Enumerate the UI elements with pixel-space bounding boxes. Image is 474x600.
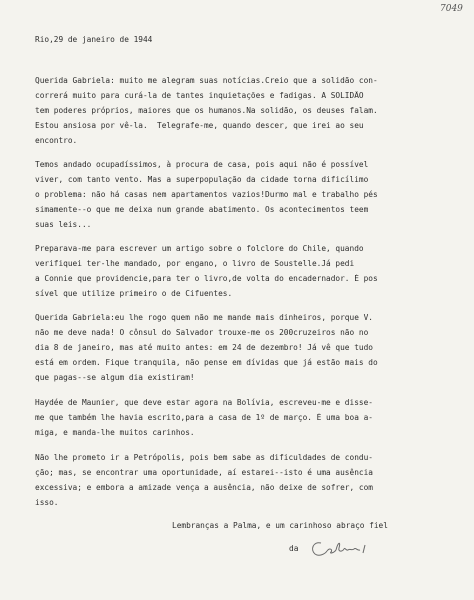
text-line: Haydée de Maunier, que deve estar agora na Bolívia, escreveu-me e disse-: [35, 398, 373, 407]
text-line: correrá muito para curá-la de tantes inquietações e fadigas. A SOLIDÃO: [35, 91, 364, 100]
text-line: dia 8 de janeiro, mas até muito antes: em 24 de dezembro! Já vê que tudo: [35, 343, 373, 352]
folio-number: 7049: [440, 4, 463, 14]
text-line: verifiquei ter-lhe mandado, por engano, o livro de Soustelle.Já pedi: [35, 259, 355, 268]
text-line: Temos andado ocupadíssimos, à procura de casa, pois aqui não é possível: [35, 160, 369, 169]
date-line: Rio,29 de janeiro de 1944: [35, 35, 153, 44]
text-line: sível que utilize primeiro o de Cifuentes.: [35, 289, 233, 298]
text-line: Querida Gabriela:eu lhe rogo quem não me mande mais dinheiros, porque V.: [35, 313, 373, 322]
text-line: miga, e manda-lhe muitos carinhos.: [35, 428, 195, 437]
text-line: a Connie que providencie,para ter o livro,de volta do encadernador. É pos: [35, 274, 378, 283]
text-line: me que também lhe havia escrito,para a casa de 1º de março. É uma boa a-: [35, 413, 373, 422]
text-line: Estou ansiosa por vê-la. Telegrafe-me, quando descer, que irei ao seu: [35, 121, 364, 130]
closing-line: Lembranças a Palma, e um carinhoso abraço fiel: [172, 521, 388, 530]
text-line: ção; mas, se encontrar uma oportunidade, aí estarei--isto é uma ausência: [35, 468, 373, 477]
text-line: excessiva; e embora a amizade vença a ausência, não deixe de sofrer, com: [35, 483, 373, 492]
text-line: isso.: [35, 498, 59, 507]
text-line: que pagas--se algum dia existiram!: [35, 373, 195, 382]
text-line: Não lhe prometo ir a Petrópolis, pois bem sabe as dificuldades de condu-: [35, 453, 373, 462]
text-line: encontro.: [35, 136, 78, 145]
text-line: simamente--o que me deixa num grande abatimento. Os acontecimentos teem: [35, 205, 369, 214]
text-line: tem poderes próprios, maiores que os humanos.Na solidão, os deuses falam.: [35, 106, 378, 115]
text-line: está em ordem. Fique tranquila, não pense em dívidas que já estão mais do: [35, 358, 378, 367]
text-line: suas leis...: [35, 220, 92, 229]
text-line: Querida Gabriela: muito me alegram suas notícias.Creio que a solidão con-: [35, 76, 378, 85]
text-line: Preparava-me para escrever um artigo sobre o folclore do Chile, quando: [35, 244, 364, 253]
closing-from: da: [289, 544, 299, 553]
handwritten-signature: [307, 538, 371, 560]
text-line: o problema: não há casas nem apartamentos vazios!Durmo mal e trabalho pés: [35, 190, 378, 199]
text-line: não me deve nada! O cônsul do Salvador trouxe-me os 200cruzeiros não no: [35, 328, 369, 337]
text-line: viver, com tanto vento. Mas a superpopulação da cidade torna dificílimo: [35, 175, 369, 184]
